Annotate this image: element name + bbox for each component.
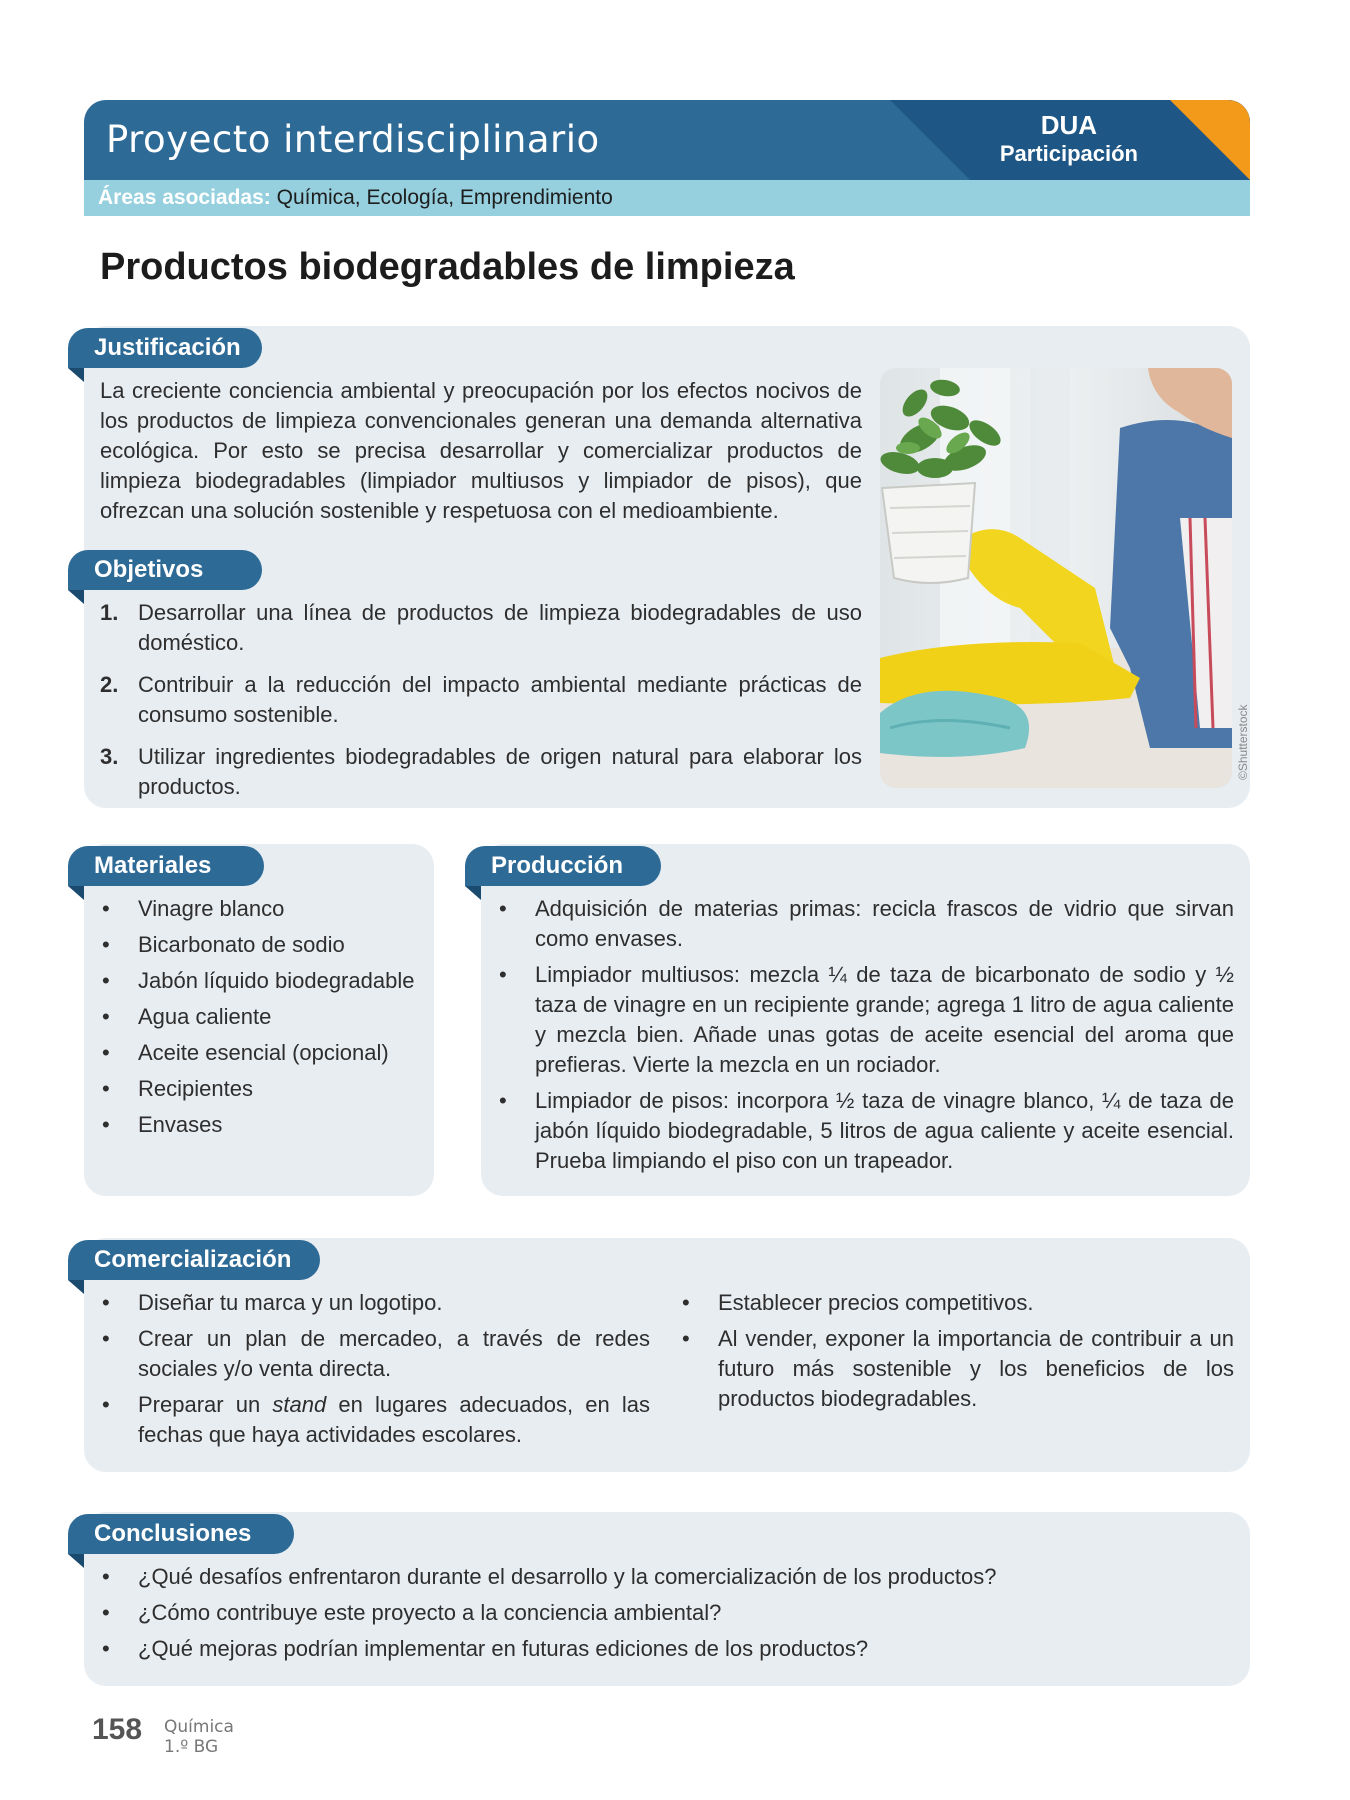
list-item: • Bicarbonato de sodio: [100, 930, 430, 960]
item-text: Desarrollar una línea de productos de limpieza biodegradables de uso doméstico.: [138, 600, 862, 655]
footer-grade: 1.º BG: [164, 1737, 219, 1757]
cleaning-photo-illustration: [880, 368, 1232, 788]
list-item: • Jabón líquido biodegradable: [100, 966, 430, 996]
page-number: 158: [92, 1713, 143, 1746]
list-item: [100, 1288, 650, 1318]
list-item: [100, 1324, 650, 1384]
produccion-list: [497, 894, 1234, 1176]
dua-badge: [1000, 110, 1138, 168]
footer-subject-name: Química: [164, 1717, 234, 1737]
list-item: • Agua caliente: [100, 1002, 430, 1032]
footer-subject: [164, 1717, 234, 1757]
list-item: [100, 1390, 650, 1450]
list-item: • ¿Qué mejoras podrían implementar en futuras ediciones de los productos?: [100, 1634, 1234, 1664]
dua-badge-label: DUA: [1040, 110, 1098, 140]
list-item: [100, 742, 862, 802]
item-text-cont: en lugares adecuados, en las fechas que haya actividades escolares.: [138, 1392, 650, 1447]
list-item: • Limpiador de pisos: incorpora ½ taza de vinagre blanco, ¼ de taza de jabón líquido biodegradable, 5 litros de agua caliente y aceite esencial. Prueba limpiando el piso con un trapeador.: [497, 1086, 1234, 1176]
dua-badge-sublabel: Participación: [999, 141, 1138, 166]
conclusiones-list: [100, 1562, 1234, 1664]
item-text: Contribuir a la reducción del impacto ambiental mediante prácticas de consumo sostenible.: [138, 672, 862, 727]
list-item: • Aceite esencial (opcional): [100, 1038, 430, 1068]
list-item: • Al vender, exponer la importancia de contribuir a un futuro más sostenible y los beneficios de los productos biodegradables.: [680, 1324, 1234, 1414]
areas-bar: [84, 180, 1250, 216]
produccion-heading: Producción: [465, 846, 661, 886]
item-number: 1.: [100, 600, 119, 625]
areas-label: Áreas asociadas:: [98, 186, 271, 209]
justificacion-text: La creciente conciencia ambiental y preocupación por los efectos nocivos de los productos de limpieza convencionales generan una demanda alternativa ecológica. Por esto se precisa desarrollar y comercializar productos de limpieza biodegradables (limpiador multiusos y limpiador de pisos), que ofrezcan una solución sostenible y respetuosa con el medioambiente.: [100, 378, 862, 523]
list-item: • Vinagre blanco: [100, 894, 430, 924]
list-item: • ¿Cómo contribuye este proyecto a la conciencia ambiental?: [100, 1598, 1234, 1628]
justificacion-heading: Justificación: [68, 328, 262, 368]
item-text: Crear un plan de mercadeo, a través de redes sociales y/o venta directa.: [138, 1326, 650, 1381]
item-text: Utilizar ingredientes biodegradables de origen natural para elaborar los productos.: [138, 744, 862, 799]
photo-credit: ©Shutterstock: [1236, 704, 1250, 780]
objetivos-heading: Objetivos: [68, 550, 262, 590]
item-emphasis: stand: [272, 1392, 327, 1417]
list-item: • Limpiador multiusos: mezcla ¼ de taza de bicarbonato de sodio y ½ taza de vinagre en un recipiente grande; agrega 1 litro de agua caliente y mezcla bien. Añade unas gotas de aceite esencial del aroma que prefieras. Vierte la mezcla en un rociador.: [497, 960, 1234, 1080]
comercializacion-list-left: [100, 1288, 650, 1450]
header-banner: [84, 100, 1250, 180]
list-item: • ¿Qué desafíos enfrentaron durante el desarrollo y la comercialización de los productos?: [100, 1562, 1234, 1592]
cleaning-photo: [880, 368, 1232, 788]
list-item: • Establecer precios competitivos.: [680, 1288, 1234, 1318]
item-text: Preparar un: [138, 1392, 273, 1417]
materiales-heading: Materiales: [68, 846, 264, 886]
list-item: [100, 598, 862, 658]
item-text: Diseñar tu marca y un logotipo.: [138, 1290, 443, 1315]
conclusiones-heading: Conclusiones: [68, 1514, 294, 1554]
section-title: Proyecto interdisciplinario: [106, 118, 600, 161]
list-item: • Envases: [100, 1110, 430, 1140]
item-number: 2.: [100, 672, 119, 697]
list-item: [100, 670, 862, 730]
comercializacion-heading: Comercialización: [68, 1240, 320, 1280]
objetivos-list: [100, 598, 862, 814]
item-number: 3.: [100, 744, 119, 769]
page-title: Productos biodegradables de limpieza: [100, 246, 795, 288]
list-item: • Recipientes: [100, 1074, 430, 1104]
areas-value: Química, Ecología, Emprendimiento: [276, 186, 613, 209]
materiales-list: [100, 894, 430, 1140]
comercializacion-list-right: [680, 1288, 1234, 1414]
list-item: • Adquisición de materias primas: recicla frascos de vidrio que sirvan como envases.: [497, 894, 1234, 954]
